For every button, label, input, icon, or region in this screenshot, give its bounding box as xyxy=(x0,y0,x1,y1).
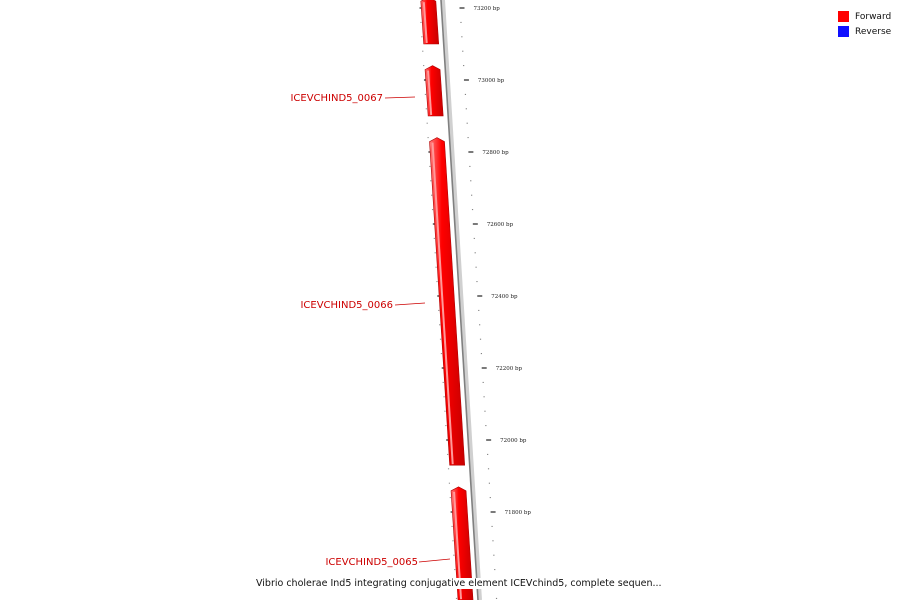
ruler-label: 72600 bp xyxy=(486,222,514,228)
forward-swatch xyxy=(838,11,849,22)
ruler-label: 72400 bp xyxy=(491,294,518,300)
gene-label-leader xyxy=(395,303,425,305)
ruler-label: 73200 bp xyxy=(473,6,500,12)
legend xyxy=(838,9,900,39)
ruler-label: 72200 bp xyxy=(495,366,523,372)
legend-item-forward xyxy=(838,9,900,24)
ruler-label: 72000 bp xyxy=(500,438,527,444)
gene-label[interactable]: ICEVCHIND5_0067 xyxy=(290,93,383,104)
gene-label-leader xyxy=(385,97,415,98)
legend-item-reverse xyxy=(838,24,900,39)
reverse-swatch xyxy=(838,26,849,37)
gene-arrow-icevchind5-0067[interactable] xyxy=(425,66,443,116)
ruler-label: 73000 bp xyxy=(477,78,505,84)
gene-label-leader xyxy=(419,559,450,562)
gene-label[interactable]: ICEVCHIND5_0065 xyxy=(325,557,418,568)
legend-label-reverse: Reverse xyxy=(855,26,892,37)
ruler-label: 71800 bp xyxy=(504,510,531,516)
ruler-labels xyxy=(473,6,531,516)
ruler-label: 72800 bp xyxy=(482,150,509,156)
gene-arrow-top[interactable] xyxy=(421,0,439,44)
sequence-caption: Vibrio cholerae Ind5 integrating conjugative element ICEVchind5, complete sequen... xyxy=(256,578,662,589)
gene-label[interactable]: ICEVCHIND5_0066 xyxy=(300,300,393,311)
legend-label-forward: Forward xyxy=(855,11,892,22)
